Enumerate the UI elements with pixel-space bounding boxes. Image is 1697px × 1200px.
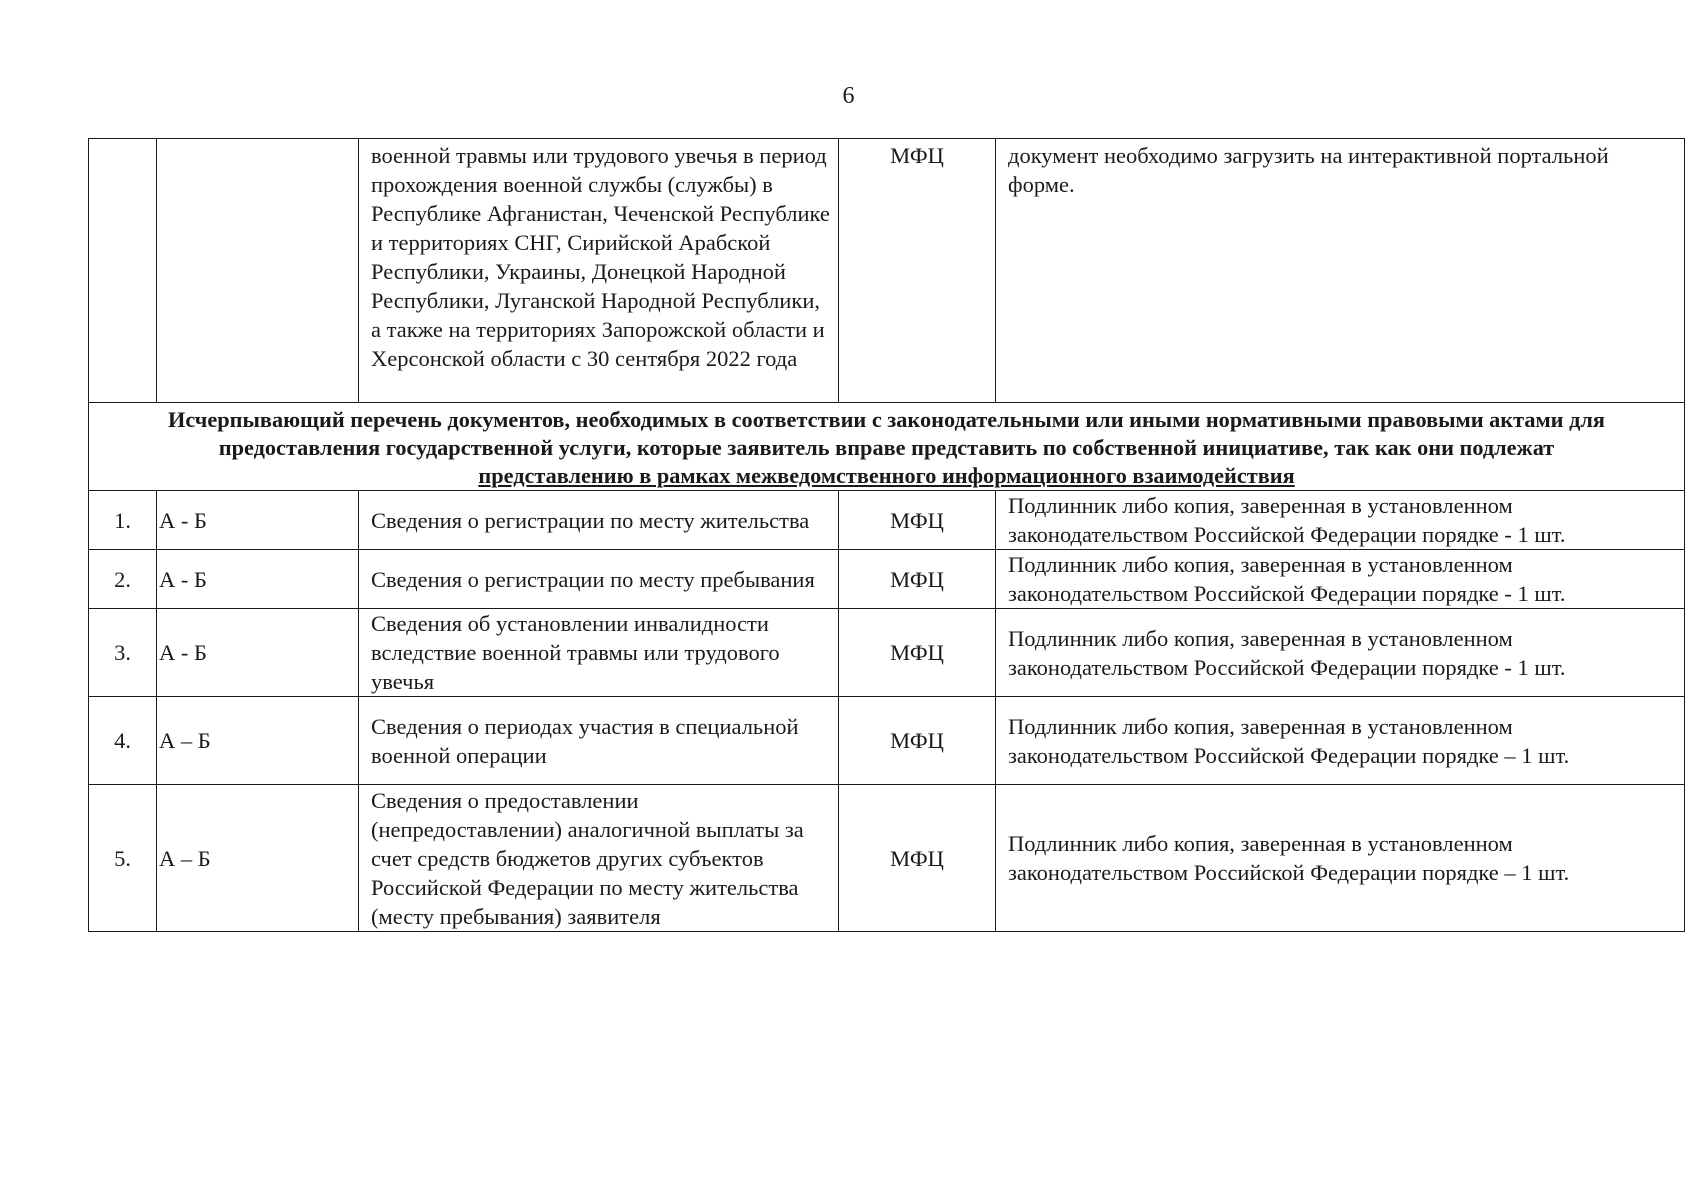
row-document-name: Сведения о регистрации по месту пребывания <box>359 550 839 609</box>
cell-number <box>89 139 157 403</box>
row-document-name: Сведения о периодах участия в специальной военной операции <box>359 697 839 785</box>
row-form <box>996 785 1685 932</box>
row-form-line: законодательством Российской Федерации порядке - 1 шт. <box>1008 522 1566 547</box>
row-number: 4. <box>89 697 157 785</box>
section-heading-line: представлению в рамках межведомственного информационного взаимодействия <box>478 463 1295 488</box>
row-number: 3. <box>89 609 157 697</box>
row-document-name: Сведения об установлении инвалидности вследствие военной травмы или трудового увечья <box>359 609 839 697</box>
row-document-name: Сведения о регистрации по месту жительства <box>359 491 839 550</box>
table-row <box>89 550 1685 609</box>
section-heading-row <box>89 403 1685 491</box>
row-form <box>996 697 1685 785</box>
row-issuer: МФЦ <box>839 697 996 785</box>
cell-form-note: документ необходимо загрузить на интерактивной портальной форме. <box>996 139 1685 403</box>
section-heading-line: предоставления государственной услуги, которые заявитель вправе представить по собственной инициативе, так как они подлежат <box>218 435 1555 460</box>
row-form-line: Подлинник либо копия, заверенная в установленном <box>1008 831 1513 856</box>
row-form <box>996 550 1685 609</box>
cell-document-text: военной травмы или трудового увечья в период прохождения военной службы (службы) в Республике Афганистан, Чеченской Республике и территориях СНГ, Сирийской Арабской Республики, Украины, Донецкой Народной Республики, Луганской Народной Республики, а также на территориях Запорожской области и Херсонской области с 30 сентября 2022 года <box>359 139 839 403</box>
row-form-line: законодательством Российской Федерации порядке - 1 шт. <box>1008 654 1566 680</box>
row-form-line: Подлинник либо копия, заверенная в установленном <box>1008 713 1513 739</box>
cell-code <box>157 139 359 403</box>
section-heading-line: Исчерпывающий перечень документов, необходимых в соответствии с законодательными или иными нормативными правовыми актами для <box>168 407 1605 432</box>
row-code: А - Б <box>157 609 359 697</box>
row-issuer: МФЦ <box>839 550 996 609</box>
row-issuer: МФЦ <box>839 785 996 932</box>
row-code: А – Б <box>157 785 359 932</box>
row-number: 1. <box>89 491 157 550</box>
row-issuer: МФЦ <box>839 609 996 697</box>
row-form-line: Подлинник либо копия, заверенная в установленном <box>1008 552 1513 577</box>
cell-issuer: МФЦ <box>839 139 996 403</box>
row-form-line: Подлинник либо копия, заверенная в установленном <box>1008 493 1513 518</box>
section-heading <box>89 403 1685 491</box>
row-number: 2. <box>89 550 157 609</box>
row-form-line: законодательством Российской Федерации порядке – 1 шт. <box>1008 742 1570 768</box>
row-document-name: Сведения о предоставлении (непредоставлении) аналогичной выплаты за счет средств бюджетов других субъектов Российской Федерации по месту жительства (месту пребывания) заявителя <box>359 785 839 932</box>
table-row <box>89 785 1685 932</box>
row-form-line: Подлинник либо копия, заверенная в установленном <box>1008 625 1513 651</box>
table-row <box>89 491 1685 550</box>
row-code: А – Б <box>157 697 359 785</box>
row-form-line: законодательством Российской Федерации порядке - 1 шт. <box>1008 581 1566 606</box>
table-row <box>89 609 1685 697</box>
table-row-continuation <box>89 139 1685 403</box>
row-form <box>996 491 1685 550</box>
row-code: А - Б <box>157 491 359 550</box>
row-code: А - Б <box>157 550 359 609</box>
row-issuer: МФЦ <box>839 491 996 550</box>
row-number: 5. <box>89 785 157 932</box>
row-form-line: законодательством Российской Федерации порядке – 1 шт. <box>1008 860 1570 885</box>
page-number: 6 <box>842 83 855 109</box>
row-form <box>996 609 1685 697</box>
documents-table <box>88 138 1685 932</box>
table-row <box>89 697 1685 785</box>
